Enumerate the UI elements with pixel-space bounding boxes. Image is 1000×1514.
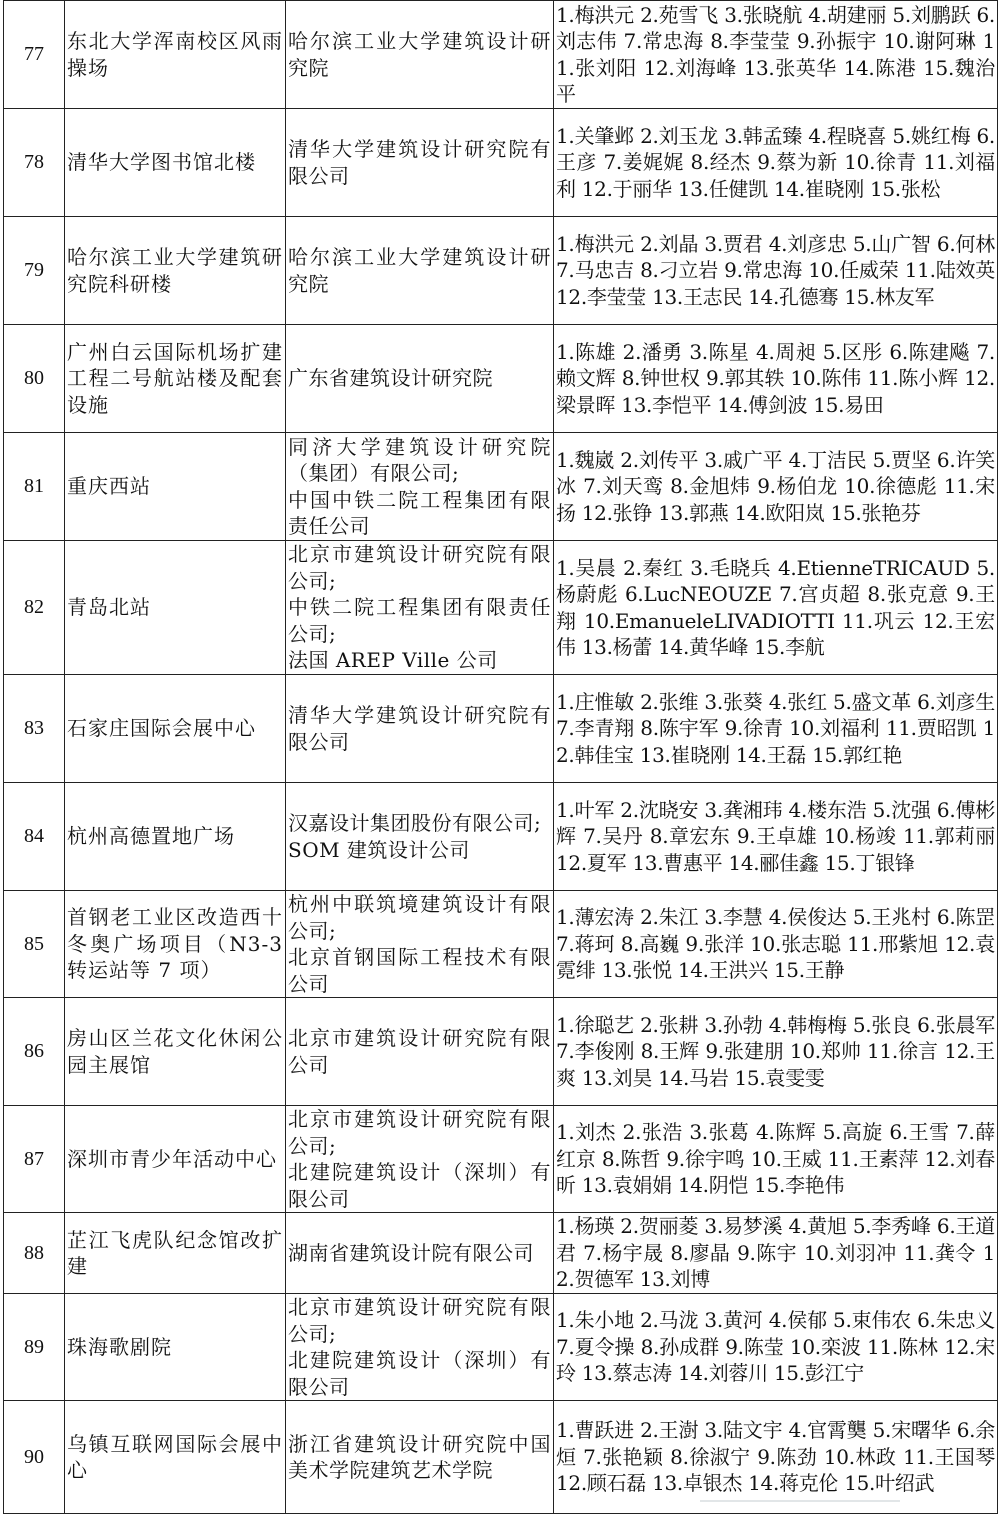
team-members: 1.薄宏涛 2.朱江 3.李慧 4.侯俊达 5.王兆村 6.陈罡 7.蒋珂 8.高巍 9.张洋 10.张志聪 11.邢紫旭 12.袁霓绯 13.张悦 14.王洪兴 15.王静 bbox=[554, 891, 998, 998]
project-name: 房山区兰花文化休闲公园主展馆 bbox=[65, 998, 286, 1106]
table-row bbox=[4, 1294, 998, 1401]
project-name: 杭州高德置地广场 bbox=[65, 783, 286, 891]
design-unit: 汉嘉设计集团股份有限公司; bbox=[288, 811, 542, 835]
team-members: 1.陈雄 2.潘勇 3.陈星 4.周昶 5.区彤 6.陈建飚 7.赖文辉 8.钟世权 9.郭其轶 10.陈伟 11.陈小辉 12.梁景晖 13.李恺平 14.傅剑波 15.易田 bbox=[554, 325, 998, 433]
design-unit: 北京市建筑设计研究院有限公司; bbox=[288, 1295, 551, 1346]
team-members: 1.刘杰 2.张浩 3.张葛 4.陈辉 5.高旋 6.王雪 7.薛红京 8.陈哲 9.徐宇鸣 10.王威 11.王素萍 12.刘春昕 13.袁娟娟 14.阴恺 15.李艳伟 bbox=[554, 1106, 998, 1213]
team-members: 1.朱小地 2.马泷 3.黄河 4.侯郁 5.束伟农 6.朱忠义 7.夏令操 8.孙成群 9.陈莹 10.栾波 11.陈林 12.宋玲 13.蔡志涛 14.刘蓉川 15.彭江宁 bbox=[554, 1294, 998, 1401]
design-unit-cell bbox=[286, 675, 554, 783]
team-members: 1.关肇邺 2.刘玉龙 3.韩孟臻 4.程晓喜 5.姚红梅 6.王彦 7.姜娓娓 8.经杰 9.蔡为新 10.徐青 11.刘福利 12.于丽华 13.任健凯 14.崔晓刚 15.张松 bbox=[554, 109, 998, 217]
design-unit-cell bbox=[286, 325, 554, 433]
table-row bbox=[4, 675, 998, 783]
design-unit: 广东省建筑设计研究院 bbox=[288, 366, 493, 391]
project-name: 首钢老工业区改造西十冬奥广场项目（N3-3 转运站等 7 项） bbox=[65, 891, 286, 998]
design-unit: 北京市建筑设计研究院有限公司; bbox=[288, 1107, 551, 1158]
row-number: 79 bbox=[4, 217, 65, 325]
design-unit-cell bbox=[286, 783, 554, 891]
table-row bbox=[4, 109, 998, 217]
design-unit: 清华大学建筑设计研究院有限公司 bbox=[288, 137, 551, 188]
project-name: 石家庄国际会展中心 bbox=[65, 675, 286, 783]
table-row bbox=[4, 325, 998, 433]
row-number: 90 bbox=[4, 1401, 65, 1514]
table-row bbox=[4, 998, 998, 1106]
design-unit-cell bbox=[286, 541, 554, 675]
table-row bbox=[4, 1401, 998, 1514]
design-unit-cell bbox=[286, 1294, 554, 1401]
row-number: 78 bbox=[4, 109, 65, 217]
design-unit-cell bbox=[286, 891, 554, 998]
design-unit-cell bbox=[286, 109, 554, 217]
team-members: 1.梅洪元 2.刘晶 3.贾君 4.刘彦忠 5.山广智 6.何林 7.马忠吉 8.刁立岩 9.常忠海 10.任威荣 11.陆效英 12.李莹莹 13.王志民 14.孔德骞 15.林友军 bbox=[554, 217, 998, 325]
project-name: 广州白云国际机场扩建工程二号航站楼及配套设施 bbox=[65, 325, 286, 433]
table-row bbox=[4, 541, 998, 675]
table-row bbox=[4, 433, 998, 541]
design-unit-cell bbox=[286, 1213, 554, 1294]
row-number: 80 bbox=[4, 325, 65, 433]
table-row bbox=[4, 1, 998, 109]
design-unit: 杭州中联筑境建筑设计有限公司; bbox=[288, 892, 551, 943]
team-members: 1.杨瑛 2.贺丽菱 3.易梦溪 4.黄旭 5.李秀峰 6.王道君 7.杨宇晟 8.廖晶 9.陈宇 10.刘羽冲 11.龚令 12.贺德军 13.刘博 bbox=[554, 1213, 998, 1294]
row-number: 81 bbox=[4, 433, 65, 541]
design-unit: 北建院建筑设计（深圳）有限公司 bbox=[288, 1160, 551, 1211]
design-unit-cell bbox=[286, 433, 554, 541]
row-number: 83 bbox=[4, 675, 65, 783]
table-row bbox=[4, 891, 998, 998]
project-name: 深圳市青少年活动中心 bbox=[65, 1106, 286, 1213]
table-row bbox=[4, 1106, 998, 1213]
row-number: 87 bbox=[4, 1106, 65, 1213]
table-row bbox=[4, 783, 998, 891]
team-members: 1.梅洪元 2.苑雪飞 3.张晓航 4.胡建丽 5.刘鹏跃 6.刘志伟 7.常忠海 8.李莹莹 9.孙振宇 10.谢阿琳 11.张刘阳 12.刘海峰 13.张英华 14.陈港 15.魏治平 bbox=[554, 1, 998, 109]
row-number: 89 bbox=[4, 1294, 65, 1401]
project-name: 芷江飞虎队纪念馆改扩建 bbox=[65, 1213, 286, 1294]
design-unit-cell bbox=[286, 1401, 554, 1514]
design-unit: 北京首钢国际工程技术有限公司 bbox=[288, 945, 551, 996]
project-name: 东北大学浑南校区风雨操场 bbox=[65, 1, 286, 109]
team-members: 1.庄惟敏 2.张维 3.张葵 4.张红 5.盛文革 6.刘彦生 7.李青翔 8.陈宇军 9.徐青 10.刘福利 11.贾昭凯 12.韩佳宝 13.崔晓刚 14.王磊 15.郭红艳 bbox=[554, 675, 998, 783]
design-unit: 湖南省建筑设计院有限公司 bbox=[288, 1240, 534, 1265]
table-row bbox=[4, 1213, 998, 1294]
design-unit: 哈尔滨工业大学建筑设计研究院 bbox=[288, 245, 551, 296]
design-unit: 北京市建筑设计研究院有限公司 bbox=[288, 1026, 551, 1077]
project-name: 清华大学图书馆北楼 bbox=[65, 109, 286, 217]
project-name: 重庆西站 bbox=[65, 433, 286, 541]
design-unit-cell bbox=[286, 998, 554, 1106]
row-number: 86 bbox=[4, 998, 65, 1106]
design-unit-cell bbox=[286, 1106, 554, 1213]
table-row bbox=[4, 217, 998, 325]
row-number: 88 bbox=[4, 1213, 65, 1294]
design-unit: 中铁二院工程集团有限责任公司; bbox=[288, 595, 551, 646]
row-number: 85 bbox=[4, 891, 65, 998]
design-unit-cell bbox=[286, 1, 554, 109]
row-number: 82 bbox=[4, 541, 65, 675]
project-name: 青岛北站 bbox=[65, 541, 286, 675]
design-unit: 清华大学建筑设计研究院有限公司 bbox=[288, 703, 551, 754]
design-unit-cell bbox=[286, 217, 554, 325]
team-members: 1.曹跃进 2.王澍 3.陆文宇 4.官霄龑 5.宋曙华 6.余烜 7.张艳颖 8.徐淑宁 9.陈劲 10.林政 11.王国琴 12.顾石磊 13.卓银杰 14.蒋克伦 15.叶绍武 bbox=[554, 1401, 998, 1514]
team-members: 1.吴晨 2.秦红 3.毛晓兵 4.EtienneTRICAUD 5.杨蔚彪 6.LucNEOUZE 7.宫贞超 8.张克意 9.王翔 10.EmanueleLIVADIOTTI 11.巩云 12.王宏伟 13.杨蕾 14.黄华峰 15.李航 bbox=[554, 541, 998, 675]
project-name: 珠海歌剧院 bbox=[65, 1294, 286, 1401]
design-unit: 法国 AREP Ville 公司 bbox=[288, 648, 498, 673]
team-members: 1.叶军 2.沈晓安 3.龚湘玮 4.楼东浩 5.沈强 6.傅彬辉 7.吴丹 8.章宏东 9.王卓雄 10.杨竣 11.郭莉丽 12.夏军 13.曹惠平 14.郦佳鑫 15.丁银锋 bbox=[554, 783, 998, 891]
watermark-strip bbox=[700, 1500, 900, 1502]
team-members: 1.徐聪艺 2.张耕 3.孙勃 4.韩梅梅 5.张良 6.张晨军 7.李俊刚 8.王辉 9.张建朋 10.郑帅 11.徐言 12.王爽 13.刘昊 14.马岩 15.袁雯雯 bbox=[554, 998, 998, 1106]
award-table-body bbox=[4, 1, 998, 1514]
row-number: 84 bbox=[4, 783, 65, 891]
design-unit: SOM 建筑设计公司 bbox=[288, 837, 470, 862]
design-unit: 哈尔滨工业大学建筑设计研究院 bbox=[288, 29, 551, 80]
design-unit: 中国中铁二院工程集团有限责任公司 bbox=[288, 487, 551, 538]
design-unit: 浙江省建筑设计研究院中国美术学院建筑艺术学院 bbox=[288, 1431, 551, 1482]
design-unit: 北建院建筑设计（深圳）有限公司 bbox=[288, 1348, 551, 1399]
project-name: 哈尔滨工业大学建筑研究院科研楼 bbox=[65, 217, 286, 325]
design-unit: 同济大学建筑设计研究院（集团）有限公司; bbox=[288, 434, 551, 485]
award-table bbox=[3, 0, 998, 1514]
team-members: 1.魏崴 2.刘传平 3.戚广平 4.丁洁民 5.贾坚 6.许笑冰 7.刘天鸾 8.金旭炜 9.杨伯龙 10.徐德彪 11.宋扬 12.张铮 13.郭燕 14.欧阳岚 15.张艳芬 bbox=[554, 433, 998, 541]
design-unit: 北京市建筑设计研究院有限公司; bbox=[288, 542, 551, 593]
project-name: 乌镇互联网国际会展中心 bbox=[65, 1401, 286, 1514]
row-number: 77 bbox=[4, 1, 65, 109]
